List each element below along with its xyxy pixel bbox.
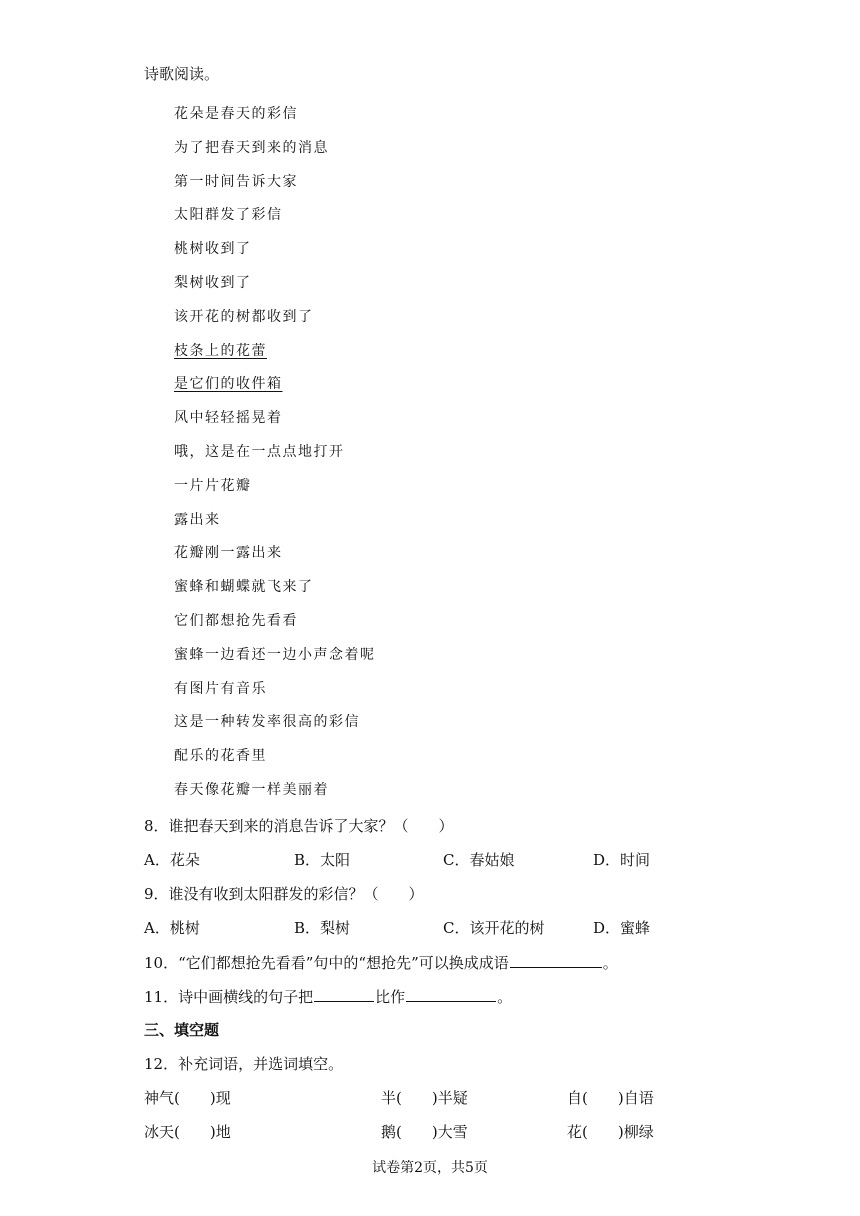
q8-option-d[interactable]: D．时间 [593,851,651,869]
q12-word-2[interactable]: 半( )半疑 [381,1089,468,1107]
q10-end: 。 [602,954,618,972]
poem-text: 第一时间告诉大家 [174,173,298,190]
poem-text: 哦，这是在一点点地打开 [174,443,345,460]
poem-line [174,138,376,172]
poem-text: 花瓣刚一露出来 [174,545,283,562]
poem-text: 蜜蜂和蝴蝶就飞来了 [174,579,314,596]
q12-word-3[interactable]: 自( )自语 [567,1089,654,1107]
poem-line [174,780,376,814]
q9-option-a[interactable]: A．桃树 [144,919,200,937]
poem-text: 有图片有音乐 [174,680,267,697]
poem-text: 配乐的花香里 [174,748,267,765]
question-11 [144,986,512,1007]
poem-text: 蜜蜂一边看还一边小声念着呢 [174,646,376,663]
section-title-fill-in: 三、填空题 [144,1021,220,1039]
poem-line [174,543,376,577]
poem-text: 它们都想抢先看看 [174,612,298,629]
underlined-poem-text: 是它们的收件箱 [174,376,283,393]
reading-heading: 诗歌阅读。 [144,65,220,83]
poem-text: 桃树收到了 [174,241,252,258]
q12-word-5[interactable]: 鹅( )大雪 [381,1123,468,1141]
poem-line [174,172,376,206]
q8-option-a[interactable]: A．花朵 [144,851,200,869]
q11-middle: 比作 [375,988,406,1006]
poem-text: 梨树收到了 [174,274,252,291]
q10-answer-blank[interactable] [510,952,602,968]
poem-text: 为了把春天到来的消息 [174,139,329,156]
poem-line [174,205,376,239]
question-8-options [144,850,664,870]
q9-option-d[interactable]: D．蜜蜂 [593,919,651,937]
poem-text: 风中轻轻摇晃着 [174,410,283,427]
q11-text: 11．诗中画横线的句子把 [144,988,314,1006]
poem-text: 一片片花瓣 [174,477,252,494]
poem-line [174,712,376,746]
question-8: 8．谁把春天到来的消息告诉了大家？（ ） [144,817,454,835]
poem-text: 该开花的树都收到了 [174,308,314,325]
poem-text: 这是一种转发率很高的彩信 [174,714,360,731]
q11-blank-2[interactable] [406,986,496,1002]
poem-line [174,104,376,138]
q11-blank-1[interactable] [314,986,374,1002]
question-9: 9．谁没有收到太阳群发的彩信？（ ） [144,885,424,903]
poem-line [174,611,376,645]
poem-line [174,746,376,780]
q12-word-1[interactable]: 神气( )现 [144,1089,231,1107]
poem-line [174,341,376,375]
poem-text: 花朵是春天的彩信 [174,106,298,122]
poem-line [174,408,376,442]
q8-option-c[interactable]: C．春姑娘 [443,851,515,869]
q10-text: 10．“它们都想抢先看看”句中的“想抢先”可以换成成语 [144,954,509,972]
poem-line [174,374,376,408]
question-9-options [144,918,664,938]
poem-line [174,307,376,341]
q11-end: 。 [497,988,513,1006]
poem-text: 春天像花瓣一样美丽着 [174,781,329,798]
poem-line [174,510,376,544]
poem-line [174,679,376,713]
poem-line [174,476,376,510]
question-10 [144,952,618,973]
page-footer: 试卷第2页，共5页 [372,1160,488,1176]
poem-line [174,239,376,273]
underlined-poem-text: 枝条上的花蕾 [174,342,267,359]
q12-row-2 [144,1122,664,1142]
q12-word-4[interactable]: 冰天( )地 [144,1123,231,1141]
q8-option-b[interactable]: B．太阳 [294,851,351,869]
poem-text: 太阳群发了彩信 [174,207,283,224]
poem-line [174,442,376,476]
q12-row-1 [144,1088,664,1108]
q12-word-6[interactable]: 花( )柳绿 [567,1123,654,1141]
q9-option-b[interactable]: B．梨树 [294,919,351,937]
poem-text: 露出来 [174,511,221,528]
poem-line [174,577,376,611]
q9-option-c[interactable]: C．该开花的树 [443,919,545,937]
question-12: 12．补充词语，并选词填空。 [144,1055,344,1073]
poem-line [174,645,376,679]
poem-line [174,273,376,307]
poem [174,104,376,814]
